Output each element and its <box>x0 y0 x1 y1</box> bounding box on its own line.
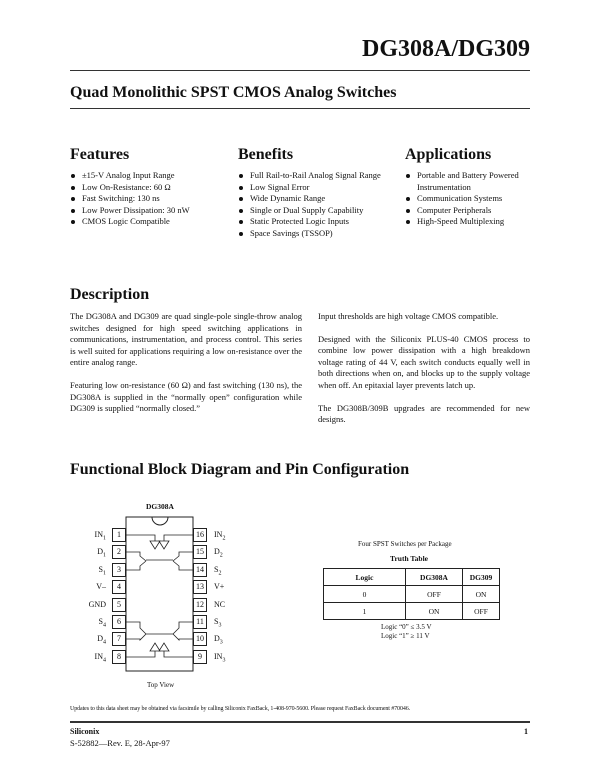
pin-label <box>66 580 106 598</box>
table-cell: OFF <box>463 603 500 620</box>
pin-name: S <box>98 564 103 574</box>
logic-note: Logic “1” ≥ 11 V <box>381 632 430 640</box>
pin-name: IN <box>94 530 103 539</box>
pin-name: NC <box>214 599 226 609</box>
pin-name: S <box>98 617 103 626</box>
pin-name: S <box>214 564 219 574</box>
document-subtitle: Quad Monolithic SPST CMOS Analog Switches <box>70 84 397 101</box>
pin-name: IN <box>94 651 103 661</box>
list-item: Fast Switching: 130 ns <box>70 193 230 205</box>
list-item: Low Signal Error <box>238 182 403 194</box>
pin-number: 5 <box>112 598 126 612</box>
pin-label <box>214 528 225 546</box>
pin-label <box>66 528 106 546</box>
pin-label <box>214 615 221 633</box>
pin-label <box>214 580 224 598</box>
column-header: Logic <box>324 569 406 586</box>
pin-number: 10 <box>193 632 207 646</box>
page-number: 1 <box>524 727 528 736</box>
features-heading: Features <box>70 146 130 163</box>
pin-number: 2 <box>112 545 126 559</box>
pin-number: 7 <box>112 632 126 646</box>
pin-subscript: 4 <box>103 639 106 646</box>
pin-name: IN <box>214 651 223 661</box>
pin-name: S <box>214 617 219 626</box>
pin-label <box>66 650 106 668</box>
pin-number: 4 <box>112 580 126 594</box>
list-item: Low On-Resistance: 60 Ω <box>70 182 230 194</box>
pin-subscript: 3 <box>219 639 223 646</box>
truth-table-title: Truth Table <box>390 554 429 563</box>
top-view-label: Top View <box>147 681 175 689</box>
benefits-heading: Benefits <box>238 146 294 163</box>
list-item: Static Protected Logic Inputs <box>238 216 403 228</box>
list-item: Single or Dual Supply Capability <box>238 205 403 217</box>
table-row <box>324 586 500 603</box>
chip-label: DG308A <box>146 502 174 511</box>
paragraph: Designed with the Siliconix PLUS-40 CMOS process to combine low power dissipation with a high breakdown voltage rating of 44 V, each switch conducts equally well in both directions when on, and blocks up to the supply voltage when off. An epitaxial layer prevents latch up. <box>318 333 530 390</box>
pin-subscript: 3 <box>218 622 222 629</box>
pin-number: 11 <box>193 615 207 629</box>
chip-body <box>126 517 193 671</box>
logic-note: Logic “0” ≤ 3.5 V <box>381 623 432 631</box>
pin-label <box>66 598 106 616</box>
column-header: DG308A <box>406 569 463 586</box>
pin-number: 9 <box>193 650 207 664</box>
list-item: Full Rail-to-Rail Analog Signal Range <box>238 170 403 182</box>
pin-label <box>66 615 106 633</box>
pin-number: 16 <box>193 528 207 542</box>
pin-label <box>214 598 225 616</box>
table-cell: OFF <box>406 586 463 603</box>
pin-label <box>214 563 221 581</box>
pin-number: 15 <box>193 545 207 559</box>
pin-subscript: 2 <box>222 535 226 542</box>
footer-note: Updates to this data sheet may be obtained via facsimile by calling Siliconix FaxBack, 1-408-970-5600. Please request FaxBack document #70046. <box>70 706 411 712</box>
table-cell: ON <box>406 603 463 620</box>
list-item: Space Savings (TSSOP) <box>238 228 403 240</box>
pin-label <box>66 563 106 581</box>
pin-subscript: 1 <box>103 552 106 559</box>
list-item: Low Power Dissipation: 30 nW <box>70 205 230 217</box>
switch-symbols <box>126 535 193 657</box>
description-heading: Description <box>70 286 150 303</box>
table-row <box>324 603 500 620</box>
pin-number: 8 <box>112 650 126 664</box>
table-cell: 1 <box>324 603 406 620</box>
pin-number: 6 <box>112 615 126 629</box>
document-title: DG308A/DG309 <box>362 36 530 62</box>
pin-label <box>66 632 106 650</box>
list-item: Portable and Battery Powered Instrumentation <box>405 170 535 193</box>
list-item: Communication Systems <box>405 193 535 205</box>
pin-name: D <box>214 547 220 557</box>
pin-name: D <box>97 634 103 644</box>
pin-name: V– <box>96 582 106 592</box>
table-caption: Four SPST Switches per Package <box>358 540 452 548</box>
pin-subscript: 4 <box>103 657 106 664</box>
table-cell: ON <box>463 586 500 603</box>
paragraph: The DG308B/309B upgrades are recommended for new designs. <box>318 402 530 425</box>
applications-heading: Applications <box>405 146 492 163</box>
truth-table <box>323 568 500 620</box>
pin-subscript: 1 <box>103 535 106 542</box>
pin-number: 3 <box>112 563 126 577</box>
pin-number: 13 <box>193 580 207 594</box>
list-item: ±15-V Analog Input Range <box>70 170 230 182</box>
pin-name: D <box>97 547 103 557</box>
list-item: High-Speed Multiplexing <box>405 216 535 228</box>
pin-number: 12 <box>193 598 207 612</box>
pin-subscript: 2 <box>218 570 222 577</box>
pin-subscript: 4 <box>103 622 106 629</box>
pin-label <box>214 545 223 563</box>
chip-notch <box>152 517 168 525</box>
revision-info: S-52882—Rev. E, 28-Apr-97 <box>70 738 170 748</box>
pin-name: V+ <box>214 582 225 592</box>
pin-label <box>66 545 106 563</box>
paragraph: Input thresholds are high voltage CMOS compatible. <box>318 311 499 321</box>
pin-label <box>214 650 225 668</box>
pin-subscript: 1 <box>103 570 106 577</box>
company-name: Siliconix <box>70 727 100 736</box>
paragraph: Featuring low on-resistance (60 Ω) and fast switching (130 ns), the DG308A is supplied in the “normally open” configuration while DG309 is supplied “normally closed.” <box>70 379 302 414</box>
pin-number: 14 <box>193 563 207 577</box>
pin-subscript: 3 <box>222 657 226 664</box>
pin-subscript: 2 <box>219 552 223 559</box>
pin-number: 1 <box>112 528 126 542</box>
table-header-row <box>324 569 500 586</box>
pin-name: D <box>214 634 220 644</box>
pin-label <box>214 632 223 650</box>
list-item: Wide Dynamic Range <box>238 193 403 205</box>
diagram-heading: Functional Block Diagram and Pin Configuration <box>70 461 410 478</box>
pin-name: IN <box>214 530 223 539</box>
paragraph: The DG308A and DG309 are quad single-pole single-throw analog switches designed for high speed switching applications in communications, instrumentation, and process control. This series is well suited for applications requiring a low on-resistance over the entire analog range. <box>70 311 302 368</box>
list-item: Computer Peripherals <box>405 205 535 217</box>
column-header: DG309 <box>463 569 500 586</box>
table-cell: 0 <box>324 586 406 603</box>
pin-name: GND <box>88 599 106 609</box>
list-item: CMOS Logic Compatible <box>70 216 230 228</box>
divider <box>70 721 530 723</box>
